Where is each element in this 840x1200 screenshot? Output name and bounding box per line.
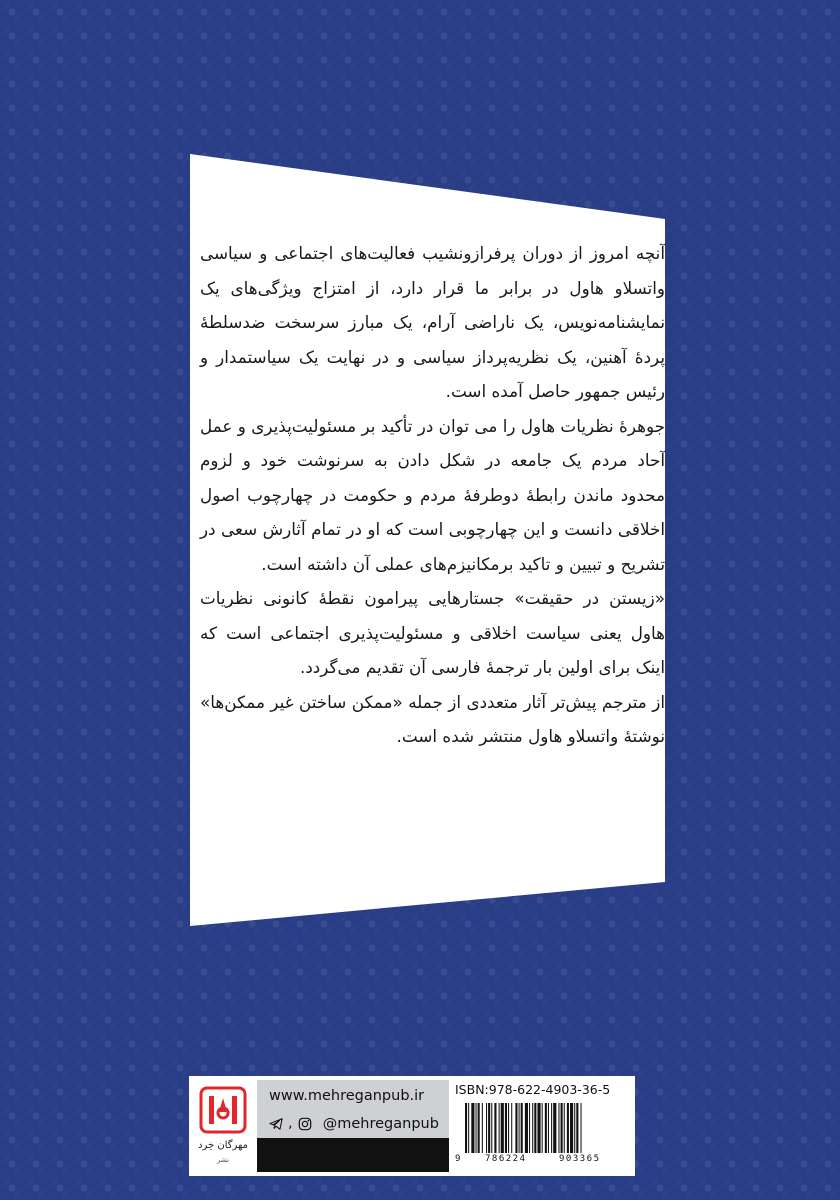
barcode-bar [511, 1103, 512, 1153]
barcode-bar [505, 1103, 507, 1153]
barcode-bar [548, 1103, 549, 1153]
barcode-bar [570, 1103, 573, 1153]
barcode-bar [537, 1103, 540, 1153]
contact-box [257, 1080, 449, 1172]
blurb-text [200, 236, 665, 754]
publisher-logo [195, 1084, 251, 1174]
mehregan-logo-icon [199, 1086, 247, 1134]
social-row: , @mehreganpub [269, 1113, 439, 1133]
barcode-bar [576, 1103, 578, 1153]
barcode [463, 1103, 623, 1153]
barcode-bar [465, 1103, 467, 1153]
barcode-bar [482, 1103, 483, 1153]
barcode-bar [515, 1103, 517, 1153]
barcode-bar [525, 1103, 528, 1153]
barcode-bar [534, 1103, 536, 1153]
instagram-icon[interactable] [298, 1117, 312, 1131]
barcode-bar [491, 1103, 492, 1153]
barcode-bar [553, 1103, 556, 1153]
barcode-bar [558, 1103, 559, 1153]
barcode-bar [529, 1103, 530, 1153]
isbn-area [455, 1078, 631, 1174]
barcode-bar [581, 1103, 582, 1153]
barcode-bar [471, 1103, 474, 1153]
barcode-bar [499, 1103, 500, 1153]
barcode-bar [478, 1103, 480, 1153]
barcode-bar [564, 1103, 565, 1153]
barcode-digits-left: 786224 [485, 1154, 527, 1164]
barcode-bar [551, 1103, 552, 1153]
barcode-bar [488, 1103, 490, 1153]
publisher-name: مهرگان خِرد [198, 1140, 248, 1151]
telegram-icon[interactable] [269, 1117, 283, 1131]
barcode-digit-lead: 9 [455, 1154, 461, 1164]
isbn-label: ISBN:978-622-4903-36-5 [455, 1082, 611, 1097]
barcode-bar [567, 1103, 569, 1153]
blurb-paragraph-3: «زیستن در حقیقت» جستارهایی پیرامون نقطهٔ کانونی نظریات هاول یعنی سیاست اخلاقی و مسئولیت‌پذیری اجتماعی است که اینک برای اولین بار ترجمهٔ فارسی آن تقدیم می‌گردد. [200, 588, 665, 677]
barcode-bar [545, 1103, 547, 1153]
barcode-bar [476, 1103, 477, 1153]
contact-bar [257, 1138, 449, 1172]
barcode-bar [561, 1103, 563, 1153]
barcode-bar [574, 1103, 575, 1153]
blurb-paragraph-1: آنچه امروز از دوران پرفرازونشیب فعالیت‌های اجتماعی و سیاسی واتسلاو هاول در برابر ما قرار دارد، از امتزاج ویژگی‌های یک نمایشنامه‌نویس، یک ناراضی آرام، یک مبارز سرسخت ضدسلطهٔ پردهٔ آهنین، یک نظریه‌پرداز سیاسی و در نهایت یک سیاستمدار و رئیس جمهور حاصل آمده است. [200, 243, 665, 401]
publisher-sub: نشر [216, 1156, 230, 1164]
barcode-bar [542, 1103, 543, 1153]
barcode-bar [508, 1103, 509, 1153]
website-link[interactable]: www.mehreganpub.ir [269, 1088, 425, 1104]
social-handle: @mehreganpub [322, 1115, 439, 1132]
barcode-bar [519, 1103, 520, 1153]
barcode-digits-right: 903365 [559, 1154, 601, 1164]
blurb-paragraph-4: از مترجم پیش‌تر آثار متعددی از جمله «ممکن ساختن غیر ممکن‌ها» نوشتهٔ واتسلاو هاول منتشر شده است. [200, 691, 665, 746]
barcode-bar [521, 1103, 523, 1153]
barcode-bar [486, 1103, 487, 1153]
footer-box [189, 1076, 635, 1176]
barcode-bar [494, 1103, 496, 1153]
barcode-bar [468, 1103, 469, 1153]
barcode-bar [532, 1103, 533, 1153]
barcode-bar [501, 1103, 504, 1153]
blurb-paragraph-2: جوهرهٔ نظریات هاول را می توان در تأکید بر مسئولیت‌پذیری و عمل آحاد مردم یک جامعه در شکل دادن به سرنوشت خود و لزوم محدود ماندن رابطهٔ دوطرفهٔ مردم و حکومت در چهارچوب اصول اخلاقی دانست و این چهارچوبی است که او در تمام آثارش سعی در تشریح و تبیین و تاکید برمکانیزم‌های عملی آن داشته است. [200, 415, 665, 574]
